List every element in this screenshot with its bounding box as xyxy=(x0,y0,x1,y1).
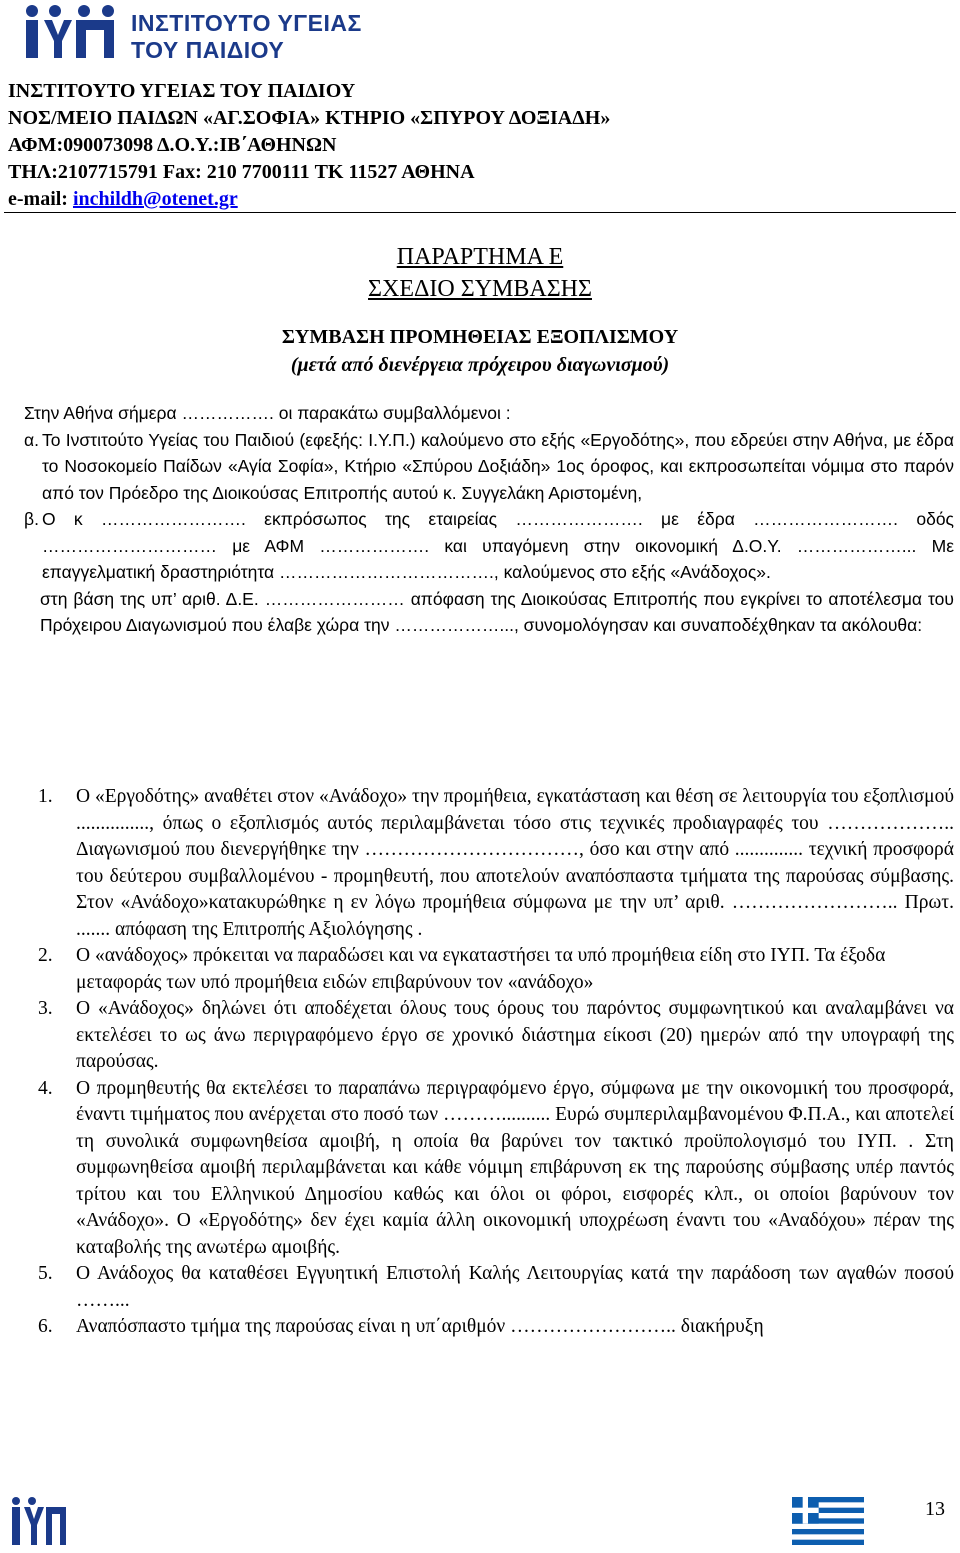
contract-subtitle: (μετά από διενέργεια πρόχειρου διαγωνισμού) xyxy=(290,354,670,376)
greek-flag-icon xyxy=(792,1497,864,1545)
contract-title: ΣΥΜΒΑΣΗ ΠΡΟΜΗΘΕΙΑΣ ΕΞΟΠΛΙΣΜΟΥ xyxy=(281,326,679,348)
party-a xyxy=(24,427,954,507)
list-item-number: 5. xyxy=(38,1263,53,1284)
basis-paragraph: στη βάση της υπ’ αριθ. Δ.Ε. …………………… απόφαση της Διοικούσας Επιτροπής που εγκρίνει το αποτέλεσμα του Πρόχειρου Διαγωνισμού που έλαβε χώρα την ………………..., συνομολόγησαν και συναποδέχθηκαν τα ακόλουθα: xyxy=(40,588,954,635)
list-item-text: Ο «ανάδοχος» πρόκειται να παραδώσει και να εγκαταστήσει τα υπό προμήθεια είδη στο ΙΥΠ. Τα έξοδα μεταφοράς των υπό προμήθεια ειδών επιβαρύνουν τον «ανάδοχο» xyxy=(76,945,886,993)
party-b xyxy=(24,506,954,586)
address-line-1: ΙΝΣΤΙΤΟΥΤΟ ΥΓΕΙΑΣ ΤΟΥ ΠΑΙΔΙΟΥ xyxy=(8,80,356,102)
email-link[interactable]: inchildh@otenet.gr xyxy=(72,188,238,210)
header-divider xyxy=(4,212,956,213)
list-item-text: Ο «Ανάδοχος» δηλώνει ότι αποδέχεται όλους τους όρους του παρόντος συμφωνητικού και αναλαμβάνει να εκτελέσει το ως άνω περιγραφόμενο έργο σε χρονικό διάστημα είκοσι (20) ημερών από την υπογραφή της παρούσας. xyxy=(76,998,954,1072)
list-item xyxy=(38,1076,954,1262)
list-item-text: Ο Ανάδοχος θα καταθέσει Εγγυητική Επιστολή Καλής Λειτουργίας κατά την παράδοση των αγαθών ποσού ……... xyxy=(76,1263,954,1311)
list-item-number: 3. xyxy=(38,998,53,1019)
header-logo xyxy=(18,3,378,67)
iyp-logo-icon xyxy=(18,3,118,63)
party-a-text: Το Ινστιτούτο Υγείας του Παιδιού (εφεξής: Ι.Υ.Π.) καλούμενο στο εξής «Εργοδότης», που εδρεύει στην Αθήνα, με έδρα το Νοσοκομείο Παίδων «Αγία Σοφία», Κτήριο «Σπύρου Δοξιάδη» 1ος όροφος, και εκπροσωπείται νόμιμα στο παρόν από τον Πρόεδρο της Διοικούσας Επιτροπής αυτού κ. Συγγελάκη Αριστομένη, xyxy=(42,429,954,503)
list-item xyxy=(38,1314,954,1341)
email-label: e-mail: xyxy=(8,188,73,210)
list-item xyxy=(38,943,954,996)
opening-line: Στην Αθήνα σήμερα ……………. οι παρακάτω συμβαλλόμενοι : xyxy=(24,403,511,423)
list-item-text: Ο προμηθευτής θα εκτελέσει το παραπάνω περιγραφόμενο έργο, σύμφωνα με την οικονομική του προσφορά, έναντι τιμήματος που ανέρχεται στο ποσό των ……….......... Ευρώ συμπεριλαμβανομένου Φ.Π.Α., και αποτελεί τη συνολικά συμφωνηθείσα αμοιβή, η οποία θα βαρύνει τον τακτικό προϋπολογισμό του ΙΥΠ. . Στη συμφωνηθείσα αμοιβή περιλαμβάνεται και κάθε νόμιμη επιβάρυνση εκ της παρούσης σύμβασης υπέρ παντός τρίτου και του Ελληνικού Δημοσίου καθώς και όλοι οι φόροι, εισφορές κλπ., οι οποίοι βαρύνουν τον «Ανάδοχο». Ο «Εργοδότης» δεν έχει καμία άλλη οικονομική υποχρέωση έναντι του «Αναδόχου» πέραν της καταβολής της ανωτέρω αμοιβής. xyxy=(76,1077,954,1258)
list-item-number: 4. xyxy=(38,1077,53,1099)
iyp-footer-logo-icon xyxy=(8,1495,68,1549)
address-line-4: ΤΗΛ:2107715791 Fax: 210 7700111 ΤΚ 11527 ΑΘΗΝΑ xyxy=(8,161,475,183)
party-b-label: β. xyxy=(24,509,39,529)
list-item-number: 1. xyxy=(38,786,53,807)
page-number: 13 xyxy=(925,1498,945,1520)
list-item xyxy=(38,996,954,1076)
list-item-number: 2. xyxy=(38,945,53,966)
annex-title: ΠΑΡΑΡΤΗΜΑ Ε xyxy=(396,244,564,270)
plan-title: ΣΧΕΔΙΟ ΣΥΜΒΑΣΗΣ xyxy=(368,276,592,302)
email-line xyxy=(8,186,610,213)
party-a-label: α. xyxy=(24,429,39,450)
party-b-text: Ο κ ……………………. εκπρόσωπος της εταιρείας …………………. με έδρα ……………………. οδός ………………………… με ΑΦΜ ………………. και υπαγόμενη στην οικονομική Δ.Ο.Υ. ………………... Με επαγγελματική δραστηριότητα ………………………………., καλούμενος στο εξής «Ανάδοχος». xyxy=(42,509,954,582)
contract-intro xyxy=(24,400,954,639)
address-block xyxy=(8,78,610,213)
list-item xyxy=(38,1261,954,1314)
terms-list xyxy=(38,784,954,1341)
list-item-number: 6. xyxy=(38,1316,53,1337)
address-line-2: ΝΟΣ/ΜΕΙΟ ΠΑΙΔΩΝ «ΑΓ.ΣΟΦΙΑ» ΚΤΗΡΙΟ «ΣΠΥΡΟΥ ΔΟΞΙΑΔΗ» xyxy=(8,107,611,129)
list-item-text: Αναπόσπαστο τμήμα της παρούσας είναι η υπ΄αριθμόν …………………….. διακήρυξη xyxy=(76,1316,764,1337)
list-item xyxy=(38,784,954,943)
logo-name-line1: ΙΝΣΤΙΤΟΥΤΟ ΥΓΕΙΑΣ xyxy=(131,10,362,36)
address-line-3: ΑΦΜ:090073098 Δ.Ο.Υ.:ΙΒ΄ΑΘΗΝΩΝ xyxy=(8,134,337,156)
logo-name-line2: ΤΟΥ ΠΑΙΔΙΟΥ xyxy=(131,37,285,63)
list-item-text: Ο «Εργοδότης» αναθέτει στον «Ανάδοχο» την προμήθεια, εγκατάσταση και θέση σε λειτουργία του εξοπλισμού ..............., όπως ο εξοπλισμός αυτός περιλαμβάνεται τόσο στις τεχνικές προδιαγραφές του ……………….. Διαγωνισμού που διενεργήθηκε την ……………………………, όσο και στην από .............. τεχνική προσφορά του δεύτερου συμβαλλομένου - προμηθευτή, που αποτελούν αναπόσπαστα τμήματα της παρούσας σύμβασης. Στον «Ανάδοχο»κατακυρώθηκε η εν λόγω προμήθεια σύμφωνα με την υπ’ αριθ. …………………….. Πρωτ. ....... απόφαση της Επιτροπής Αξιολόγησης . xyxy=(76,786,954,940)
